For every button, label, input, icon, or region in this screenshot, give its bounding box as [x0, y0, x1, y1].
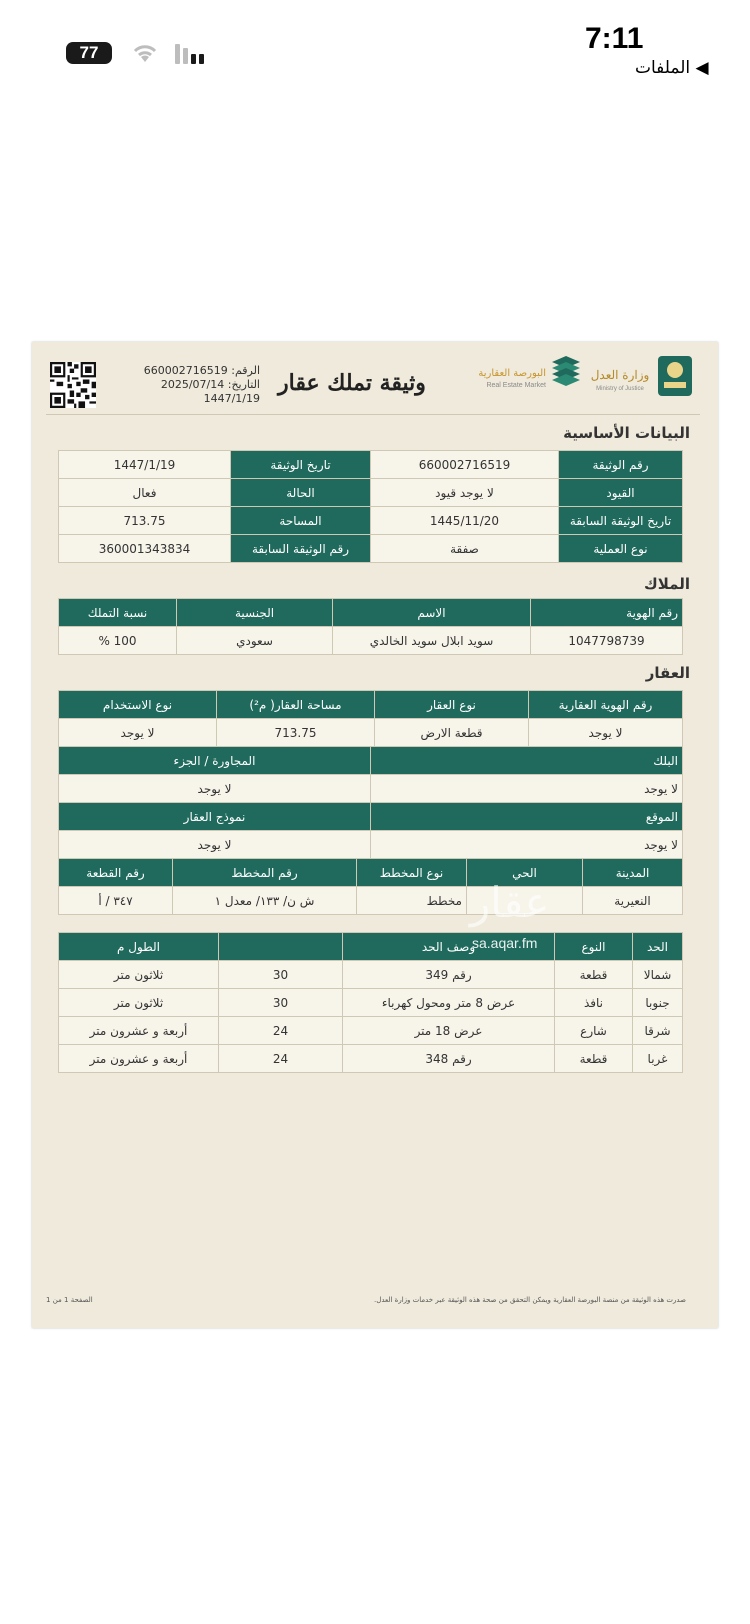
table-header-row [59, 859, 683, 887]
cell: ثلاثون متر [59, 989, 219, 1017]
header-cell: الاسم [333, 599, 531, 627]
table-row [59, 1017, 683, 1045]
header-cell: وصف الحد [343, 933, 555, 961]
property-table-3 [58, 802, 683, 859]
cell: 660002716519 [371, 451, 559, 479]
header-cell [219, 933, 343, 961]
table-row [59, 479, 683, 507]
cell: جنوبا [633, 989, 683, 1017]
property-table-4 [58, 858, 683, 915]
watermark-url: sa.aqar.fm [472, 935, 538, 951]
header-cell: نسبة التملك [59, 599, 177, 627]
cell: 30 [219, 989, 343, 1017]
cell: المساحة [231, 507, 371, 535]
header-cell: نموذج العقار [59, 803, 371, 831]
wifi-icon [130, 40, 160, 64]
status-bar [0, 0, 750, 90]
header-cell: رقم الهوية العقارية [529, 691, 683, 719]
cell: 30 [219, 961, 343, 989]
number-value: 660002716519 [143, 364, 228, 377]
header-cell: رقم الهوية [531, 599, 683, 627]
cell: ٣٤٧ / أ [59, 887, 173, 915]
header-cell: المدينة [583, 859, 683, 887]
table-header-row [59, 933, 683, 961]
table-row [59, 775, 683, 803]
header-cell: الحد [633, 933, 683, 961]
cell: تاريخ الوثيقة [231, 451, 371, 479]
header-cell: الموقع [371, 803, 683, 831]
number-label: الرقم: [231, 364, 260, 377]
cell: 713.75 [59, 507, 231, 535]
header-cell: رقم المخطط [173, 859, 357, 887]
owners-table [58, 598, 683, 655]
cell: قطعة [555, 1045, 633, 1073]
table-header-row [59, 803, 683, 831]
signal-icon [175, 42, 207, 64]
cell: لا يوجد [59, 775, 371, 803]
page-title: وثيقة تملك عقار [278, 370, 426, 396]
ministry-name-en: Ministry of Justice [596, 386, 644, 392]
cell: الحالة [231, 479, 371, 507]
property-table-1 [58, 690, 683, 747]
ministry-name-ar: وزارة العدل [590, 368, 650, 382]
real-estate-market-name-en: Real Estate Market [486, 382, 546, 389]
cell: القيود [559, 479, 683, 507]
cell: تاريخ الوثيقة السابقة [559, 507, 683, 535]
cell: 713.75 [217, 719, 375, 747]
table-row [59, 719, 683, 747]
header-cell: المجاورة / الجزء [59, 747, 371, 775]
cell: رقم الوثيقة السابقة [231, 535, 371, 563]
cell: قطعة [555, 961, 633, 989]
header-cell: نوع الاستخدام [59, 691, 217, 719]
header-cell: رقم القطعة [59, 859, 173, 887]
table-row [59, 627, 683, 655]
back-to-files-button[interactable]: ◀ الملفات [635, 58, 709, 78]
footer-note: صدرت هذه الوثيقة من منصة البورصة العقارية ويمكن التحقق من صحة هذه الوثيقة عبر خدمات وزارة العدل. [374, 1296, 686, 1304]
document-meta [140, 364, 260, 406]
cell: شارع [555, 1017, 633, 1045]
header-cell: الطول م [59, 933, 219, 961]
table-row [59, 535, 683, 563]
cell: أربعة و عشرون متر [59, 1045, 219, 1073]
cell: رقم الوثيقة [559, 451, 683, 479]
table-row [59, 451, 683, 479]
cell: قطعة الارض [375, 719, 529, 747]
cell: 100 % [59, 627, 177, 655]
property-title: العقار [645, 664, 690, 682]
page-indicator: الصفحة 1 من 1 [46, 1296, 93, 1304]
cell: لا يوجد [529, 719, 683, 747]
cell: لا يوجد [59, 831, 371, 859]
cell: عرض 8 متر ومحول كهرباء [343, 989, 555, 1017]
cell: فعال [59, 479, 231, 507]
header-cell: الجنسية [177, 599, 333, 627]
property-table-2 [58, 746, 683, 803]
cell: رقم 349 [343, 961, 555, 989]
real-estate-market-logo-icon [552, 356, 580, 386]
boundaries-table [58, 932, 683, 1073]
header-cell: البلك [371, 747, 683, 775]
cell: ش ن/ ١٣٣/ معدل ١ [173, 887, 357, 915]
basic-data-title: البيانات الأساسية [563, 424, 690, 442]
cell: أربعة و عشرون متر [59, 1017, 219, 1045]
basic-data-table [58, 450, 683, 563]
cell: صفقة [371, 535, 559, 563]
cell: شرقا [633, 1017, 683, 1045]
cell: غربا [633, 1045, 683, 1073]
table-row [59, 989, 683, 1017]
table-header-row [59, 599, 683, 627]
clock: 7:11 [585, 22, 644, 55]
cell: 1445/11/20 [371, 507, 559, 535]
cell: لا يوجد [59, 719, 217, 747]
real-estate-market-name-ar: البورصة العقارية [478, 368, 546, 379]
header-cell: الحي [467, 859, 583, 887]
cell: عرض 18 متر [343, 1017, 555, 1045]
header-divider [46, 414, 700, 415]
cell: لا يوجد قيود [371, 479, 559, 507]
date-gregorian: 2025/07/14 [160, 378, 225, 391]
cell: رقم 348 [343, 1045, 555, 1073]
table-row [59, 961, 683, 989]
cell: 24 [219, 1017, 343, 1045]
header-cell: النوع [555, 933, 633, 961]
table-row [59, 1045, 683, 1073]
watermark-logo: عقار [470, 878, 550, 927]
table-row [59, 887, 683, 915]
cell: شمالا [633, 961, 683, 989]
cell: 1047798739 [531, 627, 683, 655]
ministry-of-justice-emblem-icon [658, 356, 692, 396]
date-label: التاريخ: [227, 378, 260, 391]
cell: 360001343834 [59, 535, 231, 563]
cell: النعيرية [583, 887, 683, 915]
cell: نافذ [555, 989, 633, 1017]
cell: نوع العملية [559, 535, 683, 563]
cell: سويد ابلال سويد الخالدي [333, 627, 531, 655]
header-cell: مساحة العقار( م²) [217, 691, 375, 719]
cell: 24 [219, 1045, 343, 1073]
table-row [59, 831, 683, 859]
cell: لا يوجد [371, 775, 683, 803]
qr-code-icon [50, 362, 96, 408]
header-cell: نوع العقار [375, 691, 529, 719]
cell: لا يوجد [371, 831, 683, 859]
cell: 1447/1/19 [59, 451, 231, 479]
owners-title: الملاك [644, 575, 690, 593]
table-row [59, 507, 683, 535]
cell: مخطط [357, 887, 467, 915]
cell: سعودي [177, 627, 333, 655]
cell: ثلاثون متر [59, 961, 219, 989]
table-header-row [59, 747, 683, 775]
header-cell: نوع المخطط [357, 859, 467, 887]
date-hijri: 1447/1/19 [203, 392, 260, 405]
battery-indicator: 77 [66, 42, 112, 64]
table-header-row [59, 691, 683, 719]
